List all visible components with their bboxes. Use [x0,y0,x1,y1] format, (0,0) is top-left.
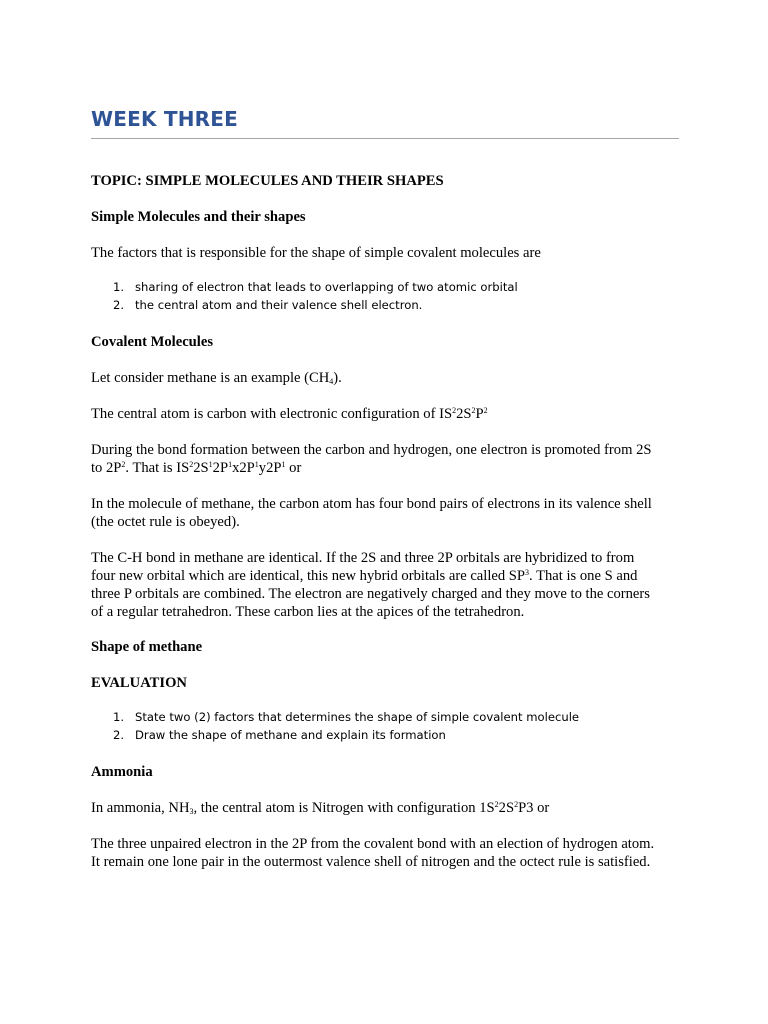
subheading-ammonia: Ammonia [91,764,153,780]
list-item [113,280,518,294]
ammonia-config-paragraph: In ammonia, $NH_3$, the central atom is Nitrogen with configuration $1S^22S^2P3$ or [91,800,550,816]
list-text: the central atom and their valence shell electron. [135,298,423,312]
topic-heading: TOPIC: SIMPLE MOLECULES AND THEIR SHAPES [91,173,444,189]
list-number: 1. [113,280,125,294]
list-number: 2. [113,298,125,312]
heading-divider [91,138,679,139]
list-item [113,298,422,312]
list-text: Draw the shape of methane and explain its formation [135,728,446,742]
methane-example: Let consider methane is an example $(CH_4)$. [91,370,342,386]
intro-paragraph: The factors that is responsible for the shape of simple covalent molecules are [91,245,541,261]
list-item [113,710,579,724]
subheading-evaluation: EVALUATION [91,675,187,691]
bond-formation-paragraph: During the bond formation between the carbon and hydrogen, one electron is promoted from 2S to $2P^2$. That is $IS^22S^12P^1x2P^1y2P^1$ or [91,442,652,476]
central-atom-paragraph: The central atom is carbon with electronic configuration of $IS^22S^2P^2$ [91,406,488,422]
ch-bond-paragraph: The C-H bond in methane are identical. If the 2S and three 2P orbitals are hybridized to from four new orbital which are identical, this new hybrid orbitals are called $SP^3$. That is one S and three P orbitals are combined. The electron are negatively charged and they move to the corners of a regular tetrahedron. These carbon lies at the apices of the tetrahedron. [91,550,650,620]
ammonia-description-paragraph: The three unpaired electron in the 2P from the covalent bond with an election of hydrogen atom. It remain one lone pair in the outermost valence shell of nitrogen and the octect rule is satisfied. [91,836,655,870]
list-number: 1. [113,710,125,724]
list-number: 2. [113,728,125,742]
list-item [113,728,446,742]
subheading-simple-molecules: Simple Molecules and their shapes [91,209,306,225]
list-text: sharing of electron that leads to overlapping of two atomic orbital [135,280,518,294]
subheading-shape-of-methane: Shape of methane [91,639,203,655]
page-title: WEEK THREE [91,107,238,131]
subheading-covalent-molecules: Covalent Molecules [91,334,213,350]
list-text: State two (2) factors that determines the shape of simple covalent molecule [135,710,580,724]
octet-paragraph: In the molecule of methane, the carbon atom has four bond pairs of electrons in its valence shell (the octet rule is obeyed). [91,496,652,530]
